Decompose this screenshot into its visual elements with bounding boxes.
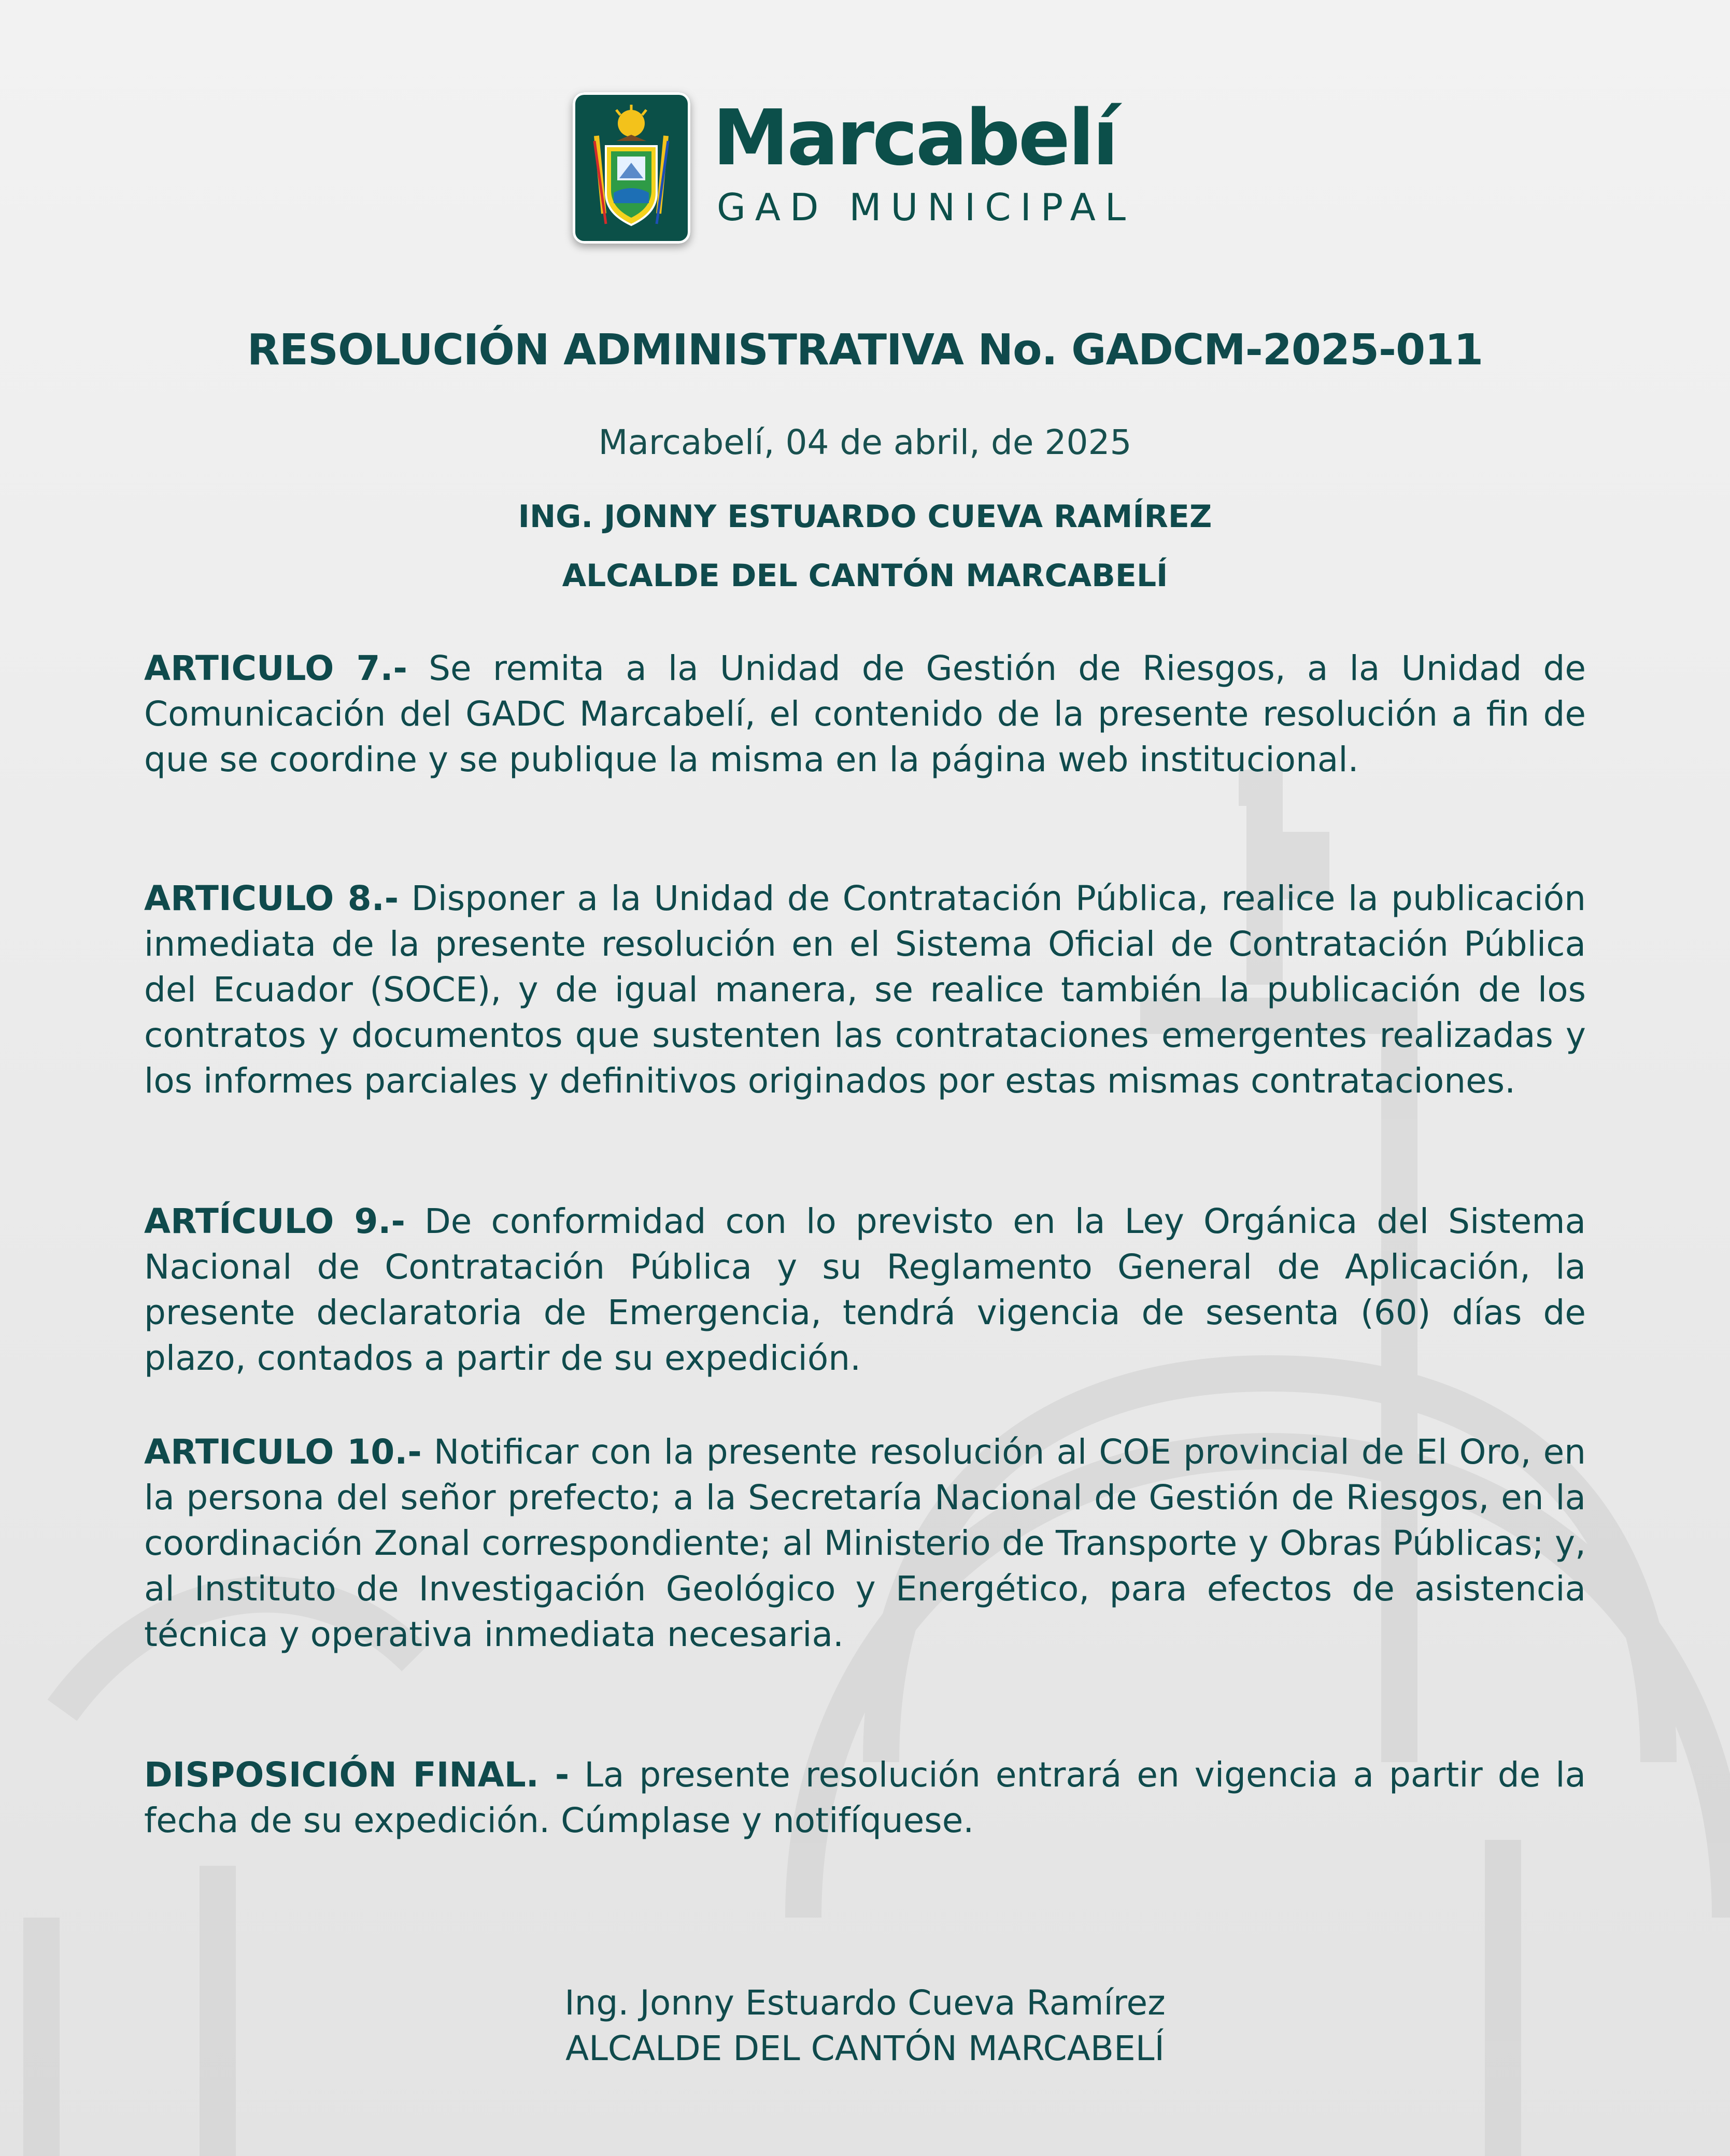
signature-role: ALCALDE DEL CANTÓN MARCABELÍ [565,2029,1165,2068]
article-text: De conformidad con lo previsto en la Ley Orgánica del Sistema Nacional de Contratación Pública y su Reglamento General de Aplicación, la presente declaratoria de Emergencia, tendrá vigencia de sesenta (60) días de plazo, contados a partir de su expedición. [144,1201,1586,1378]
coat-of-arms-icon [585,105,678,231]
resolution-title: RESOLUCIÓN ADMINISTRATIVA No. GADCM-2025-011 [247,325,1483,375]
logo-name: Marcabelí [713,93,1117,182]
article-label: ARTICULO 7.- [144,648,407,688]
article-label: ARTICULO 10.- [144,1432,422,1472]
article-text: Notificar con la presente resolución al COE provincial de El Oro, en la persona del señor prefecto; a la Secretaría Nacional de Gestión de Riesgos, en la coordinación Zonal correspondiente; al Ministerio de Transporte y Obras Públicas; y, al Instituto de Investigación Geológico y Energético, para efectos de asistencia técnica y operativa inmediata necesaria. [144,1432,1586,1654]
article-10 [144,1429,1586,1657]
article-8 [144,876,1586,1104]
article-label: ARTÍCULO 9.- [144,1201,405,1241]
resolution-date: Marcabelí, 04 de abril, de 2025 [598,422,1132,462]
signature-name: Ing. Jonny Estuardo Cueva Ramírez [564,1983,1166,2023]
coat-of-arms-badge [573,92,690,244]
officer-name: ING. JONNY ESTUARDO CUEVA RAMÍREZ [518,499,1212,535]
article-text: Se remita a la Unidad de Gestión de Riesgos, a la Unidad de Comunicación del GADC Marcabelí, el contenido de la presente resolución a fin de que se coordine y se publique la misma en la página web institucional. [144,648,1586,779]
logo-subtitle: GAD MUNICIPAL [717,186,1135,229]
final-disposition [144,1752,1586,1843]
article-text: Disponer a la Unidad de Contratación Pública, realice la publicación inmediata de la presente resolución en el Sistema Oficial de Contratación Pública del Ecuador (SOCE), y de igual manera, se realice también la publicación de los contratos y documentos que sustenten las contrataciones emergentes realizadas y los informes parciales y definitivos originados por estas mismas contrataciones. [144,878,1586,1101]
article-9 [144,1199,1586,1381]
logo [573,92,1164,245]
officer-role: ALCALDE DEL CANTÓN MARCABELÍ [562,558,1168,594]
article-text: La presente resolución entrará en vigencia a partir de la fecha de su expedición. Cúmplase y notifíquese. [144,1755,1586,1840]
article-7 [144,646,1586,783]
article-label: DISPOSICIÓN FINAL. - [144,1755,570,1795]
article-label: ARTICULO 8.- [144,878,399,918]
